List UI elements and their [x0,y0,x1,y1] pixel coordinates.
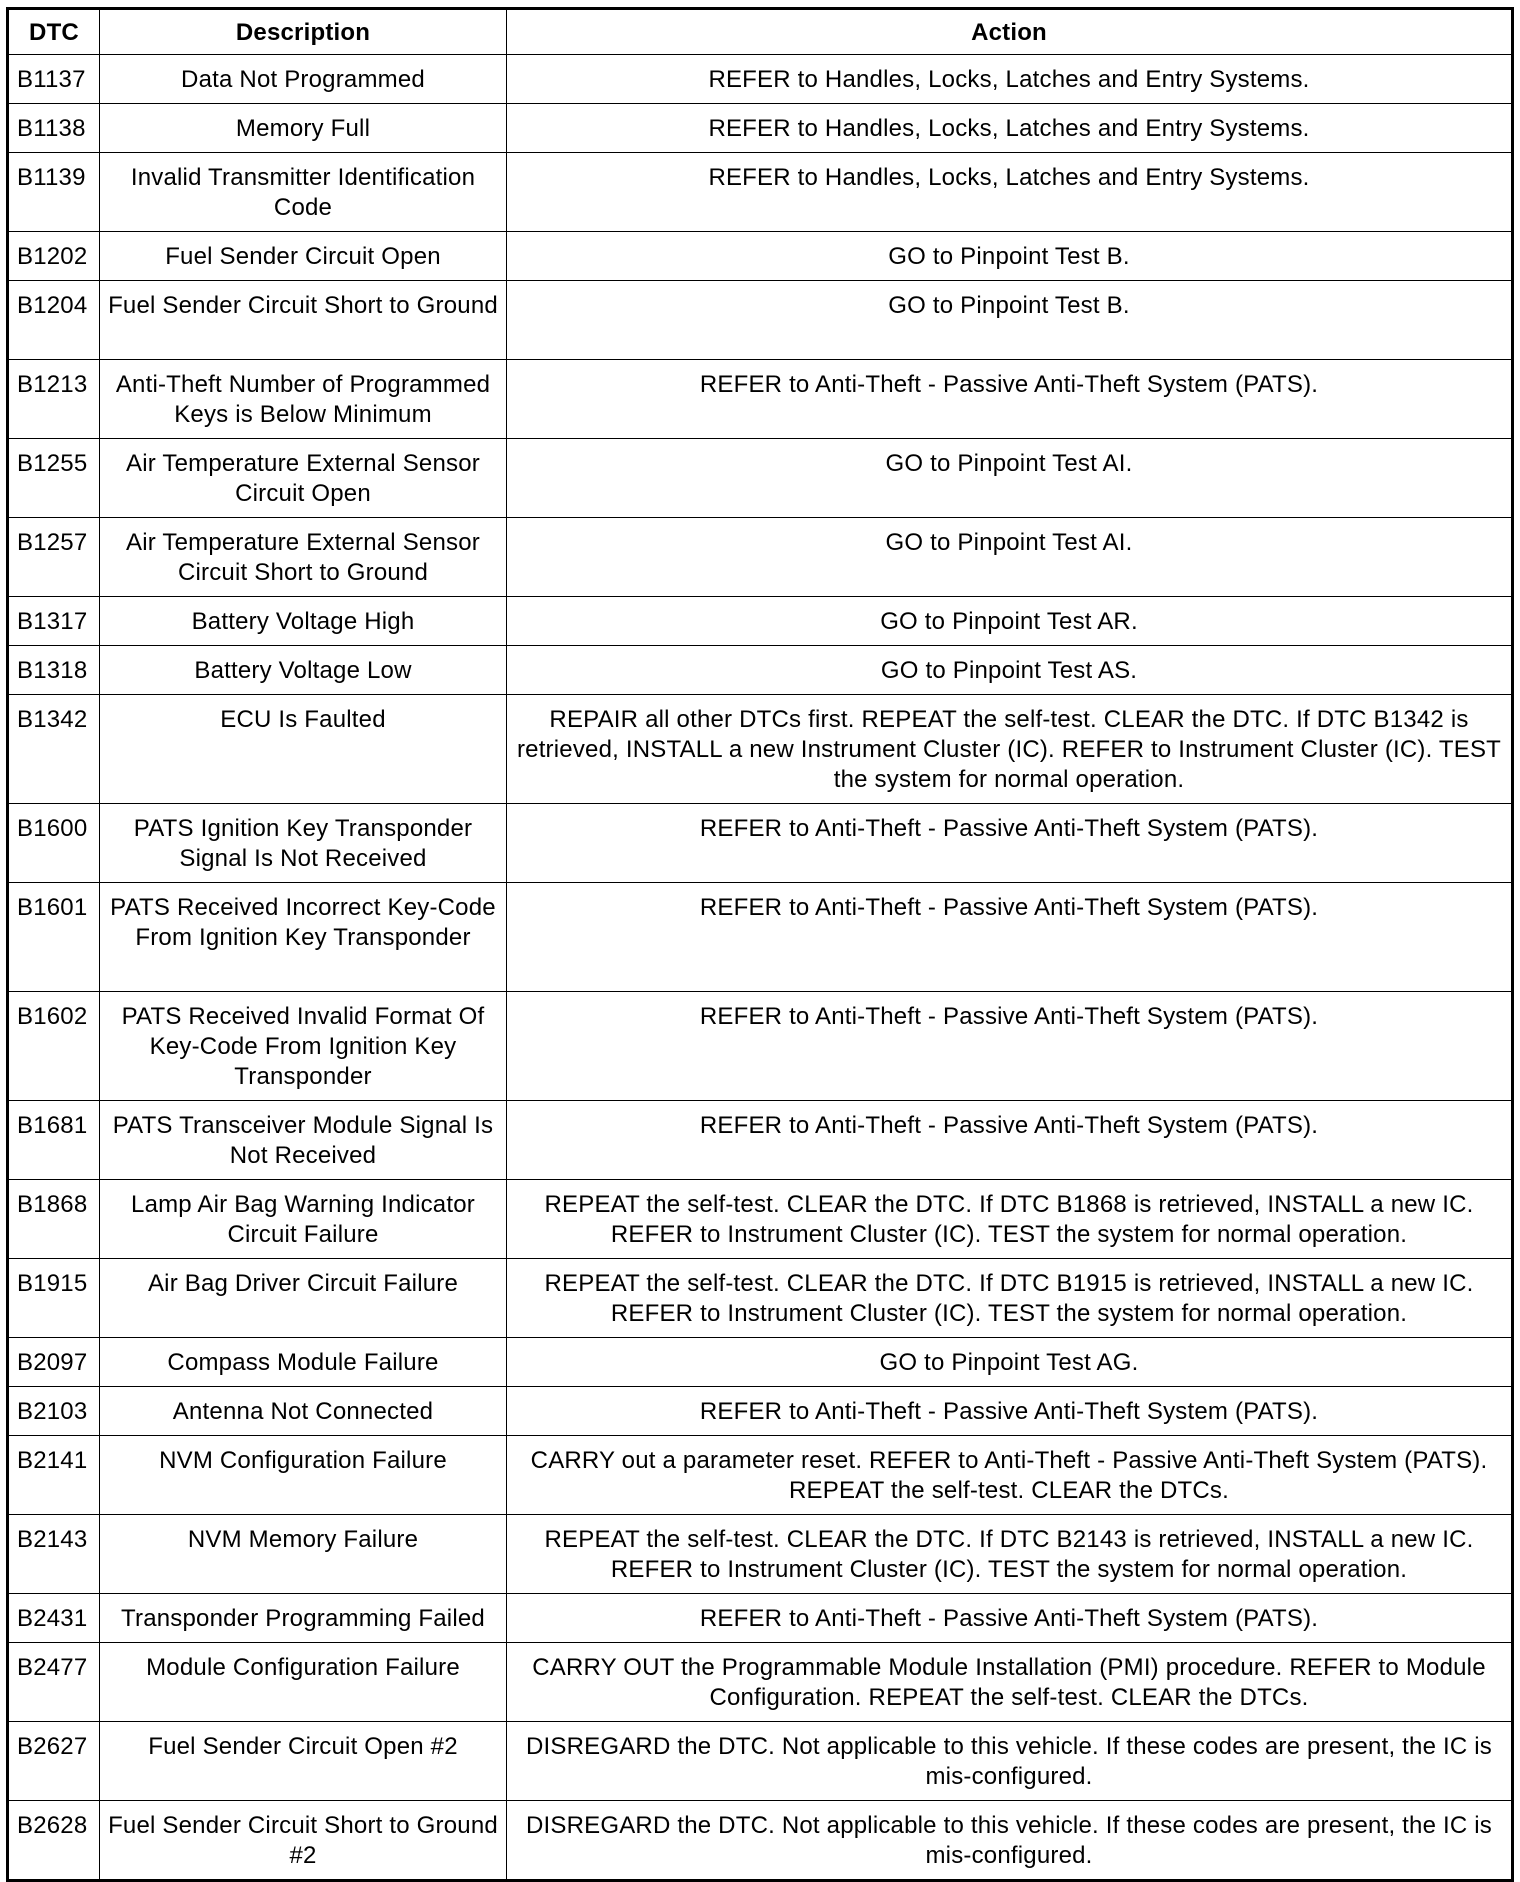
dtc-action: REPAIR all other DTCs first. REPEAT the self-test. CLEAR the DTC. If DTC B1342 is retrieved, INSTALL a new Instrument Cluster (IC). REFER to Instrument Cluster (IC). TEST the system for normal operation. [507,695,1513,804]
dtc-description: Air Temperature External Sensor Circuit Short to Ground [100,518,507,597]
dtc-code: B1602 [8,992,100,1101]
dtc-description: Battery Voltage Low [100,646,507,695]
dtc-code: B1915 [8,1259,100,1338]
dtc-description: Module Configuration Failure [100,1643,507,1722]
dtc-description: Battery Voltage High [100,597,507,646]
dtc-action: REFER to Anti-Theft - Passive Anti-Theft System (PATS). [507,804,1513,883]
dtc-code: B1213 [8,360,100,439]
dtc-action: REFER to Handles, Locks, Latches and Entry Systems. [507,55,1513,104]
table-row [8,55,1513,104]
dtc-description: Lamp Air Bag Warning Indicator Circuit Failure [100,1180,507,1259]
table-row [8,360,1513,439]
dtc-description: PATS Transceiver Module Signal Is Not Received [100,1101,507,1180]
dtc-action: REFER to Anti-Theft - Passive Anti-Theft System (PATS). [507,1594,1513,1643]
dtc-description: Fuel Sender Circuit Open [100,232,507,281]
dtc-description: Antenna Not Connected [100,1387,507,1436]
table-row [8,281,1513,360]
dtc-action: GO to Pinpoint Test AR. [507,597,1513,646]
table-row [8,695,1513,804]
dtc-code: B1318 [8,646,100,695]
dtc-description: Fuel Sender Circuit Short to Ground #2 [100,1801,507,1881]
dtc-description: Memory Full [100,104,507,153]
header-dtc: DTC [8,9,100,55]
dtc-action: REFER to Anti-Theft - Passive Anti-Theft System (PATS). [507,1101,1513,1180]
dtc-action: DISREGARD the DTC. Not applicable to this vehicle. If these codes are present, the IC is mis-configured. [507,1722,1513,1801]
table-row [8,1801,1513,1881]
table-row [8,1643,1513,1722]
table-row [8,804,1513,883]
table-row [8,883,1513,992]
dtc-code: B2628 [8,1801,100,1881]
table-row [8,597,1513,646]
dtc-table [6,7,1514,1882]
table-header [8,9,1513,55]
table-row [8,1338,1513,1387]
dtc-code: B2143 [8,1515,100,1594]
dtc-action: GO to Pinpoint Test AG. [507,1338,1513,1387]
dtc-action: REPEAT the self-test. CLEAR the DTC. If DTC B2143 is retrieved, INSTALL a new IC. REFER to Instrument Cluster (IC). TEST the system for normal operation. [507,1515,1513,1594]
table-row [8,1101,1513,1180]
dtc-code: B2103 [8,1387,100,1436]
dtc-code: B1255 [8,439,100,518]
dtc-code: B1138 [8,104,100,153]
dtc-description: Fuel Sender Circuit Short to Ground [100,281,507,360]
dtc-action: GO to Pinpoint Test AI. [507,518,1513,597]
table-row [8,439,1513,518]
dtc-description: Air Bag Driver Circuit Failure [100,1259,507,1338]
dtc-action: REFER to Anti-Theft - Passive Anti-Theft System (PATS). [507,360,1513,439]
dtc-code: B1342 [8,695,100,804]
header-action: Action [507,9,1513,55]
table-row [8,104,1513,153]
dtc-action: REPEAT the self-test. CLEAR the DTC. If DTC B1868 is retrieved, INSTALL a new IC. REFER to Instrument Cluster (IC). TEST the system for normal operation. [507,1180,1513,1259]
table-row [8,1515,1513,1594]
dtc-action: CARRY OUT the Programmable Module Installation (PMI) procedure. REFER to Module Configuration. REPEAT the self-test. CLEAR the DTCs. [507,1643,1513,1722]
dtc-description: PATS Ignition Key Transponder Signal Is Not Received [100,804,507,883]
table-row [8,1259,1513,1338]
table-row [8,232,1513,281]
dtc-code: B1600 [8,804,100,883]
table-row [8,1722,1513,1801]
header-row [8,9,1513,55]
dtc-action: REFER to Anti-Theft - Passive Anti-Theft System (PATS). [507,1387,1513,1436]
dtc-code: B1202 [8,232,100,281]
dtc-action: GO to Pinpoint Test B. [507,281,1513,360]
table-body [8,55,1513,1881]
dtc-code: B1204 [8,281,100,360]
dtc-description: NVM Configuration Failure [100,1436,507,1515]
table-row [8,1387,1513,1436]
dtc-action: REFER to Anti-Theft - Passive Anti-Theft System (PATS). [507,992,1513,1101]
dtc-code: B1868 [8,1180,100,1259]
dtc-description: Fuel Sender Circuit Open #2 [100,1722,507,1801]
dtc-description: Invalid Transmitter Identification Code [100,153,507,232]
dtc-action: DISREGARD the DTC. Not applicable to this vehicle. If these codes are present, the IC is mis-configured. [507,1801,1513,1881]
table-row [8,1594,1513,1643]
dtc-description: Air Temperature External Sensor Circuit Open [100,439,507,518]
dtc-code: B1601 [8,883,100,992]
dtc-action: REFER to Anti-Theft - Passive Anti-Theft System (PATS). [507,883,1513,992]
dtc-code: B1137 [8,55,100,104]
dtc-description: Data Not Programmed [100,55,507,104]
dtc-action: REPEAT the self-test. CLEAR the DTC. If DTC B1915 is retrieved, INSTALL a new IC. REFER to Instrument Cluster (IC). TEST the system for normal operation. [507,1259,1513,1338]
dtc-action: GO to Pinpoint Test AS. [507,646,1513,695]
dtc-code: B2097 [8,1338,100,1387]
dtc-code: B1317 [8,597,100,646]
dtc-description: ECU Is Faulted [100,695,507,804]
dtc-action: GO to Pinpoint Test AI. [507,439,1513,518]
dtc-code: B2141 [8,1436,100,1515]
dtc-code: B1257 [8,518,100,597]
dtc-description: Transponder Programming Failed [100,1594,507,1643]
dtc-code: B2627 [8,1722,100,1801]
dtc-action: REFER to Handles, Locks, Latches and Entry Systems. [507,153,1513,232]
dtc-code: B2431 [8,1594,100,1643]
dtc-code: B1139 [8,153,100,232]
dtc-action: REFER to Handles, Locks, Latches and Entry Systems. [507,104,1513,153]
table-row [8,1180,1513,1259]
dtc-description: Anti-Theft Number of Programmed Keys is Below Minimum [100,360,507,439]
dtc-description: PATS Received Invalid Format Of Key-Code From Ignition Key Transponder [100,992,507,1101]
header-description: Description [100,9,507,55]
dtc-action: GO to Pinpoint Test B. [507,232,1513,281]
dtc-code: B2477 [8,1643,100,1722]
dtc-description: Compass Module Failure [100,1338,507,1387]
dtc-description: NVM Memory Failure [100,1515,507,1594]
dtc-action: CARRY out a parameter reset. REFER to Anti-Theft - Passive Anti-Theft System (PATS). REPEAT the self-test. CLEAR the DTCs. [507,1436,1513,1515]
table-row [8,518,1513,597]
dtc-code: B1681 [8,1101,100,1180]
table-row [8,1436,1513,1515]
table-row [8,153,1513,232]
dtc-description: PATS Received Incorrect Key-Code From Ignition Key Transponder [100,883,507,992]
table-row [8,646,1513,695]
table-row [8,992,1513,1101]
